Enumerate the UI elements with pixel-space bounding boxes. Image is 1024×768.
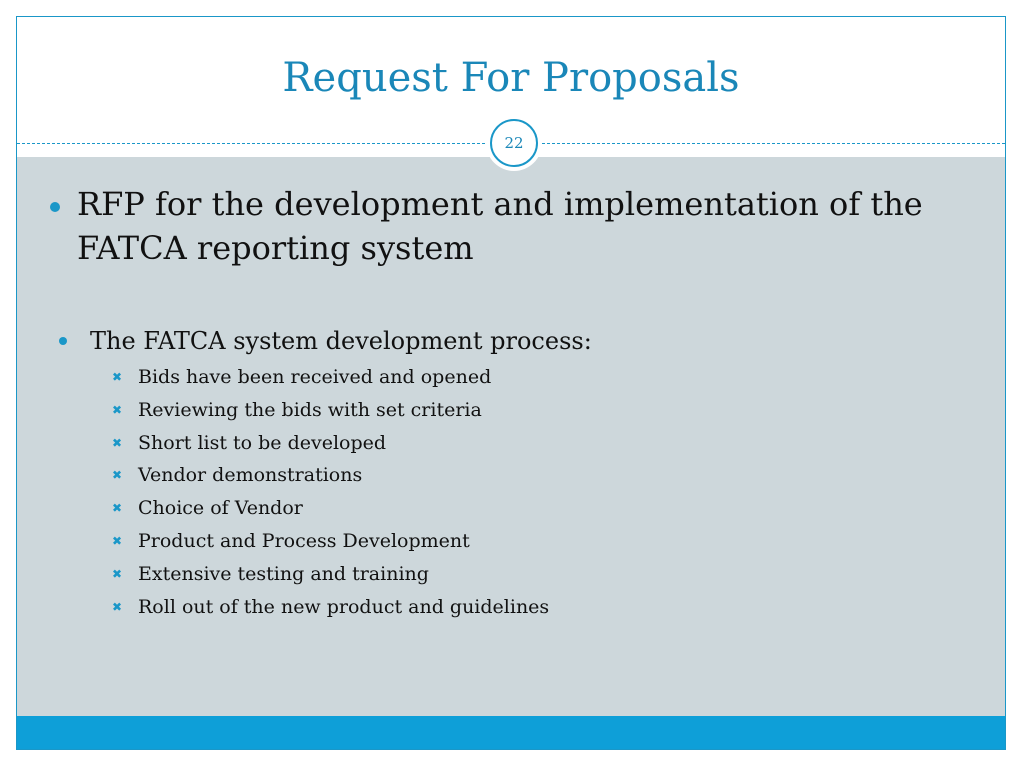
- list-item-text: Roll out of the new product and guidelines: [138, 595, 550, 618]
- list-item: [112, 558, 972, 591]
- cross-bullet-icon: ✖: [112, 435, 123, 450]
- content-area: [17, 157, 1005, 716]
- process-steps-list: [112, 361, 972, 623]
- list-item: [112, 591, 972, 624]
- list-item: [112, 394, 972, 427]
- list-item-text: Vendor demonstrations: [138, 464, 363, 487]
- list-item: [112, 361, 972, 394]
- list-item-text: Bids have been received and opened: [138, 366, 492, 388]
- list-item-text: Reviewing the bids with set criteria: [138, 398, 482, 421]
- main-bullet-item: [50, 182, 970, 270]
- list-item: [112, 459, 972, 492]
- bullet-dot-icon: [50, 202, 60, 212]
- cross-bullet-icon: ✖: [112, 501, 123, 516]
- bullet-dot-icon: [59, 337, 67, 345]
- sub-heading-item: [59, 325, 959, 357]
- slide: [16, 16, 1006, 750]
- cross-bullet-icon: ✖: [112, 468, 123, 483]
- list-item-text: Short list to be developed: [138, 431, 387, 454]
- list-item-text: Product and Process Development: [138, 529, 470, 552]
- cross-bullet-icon: ✖: [112, 402, 123, 417]
- main-bullet-text: RFP for the development and implementation of the FATCA reporting system: [77, 185, 923, 267]
- list-item-text: Extensive testing and training: [138, 562, 429, 585]
- cross-bullet-icon: ✖: [112, 599, 123, 614]
- page-number-badge: [486, 115, 542, 171]
- cross-bullet-icon: ✖: [112, 566, 123, 581]
- list-item: [112, 427, 972, 460]
- page-number: 22: [504, 134, 524, 152]
- sub-heading-text: The FATCA system development process:: [90, 327, 592, 355]
- page-number-ring: [490, 119, 538, 167]
- slide-title: Request For Proposals: [282, 55, 740, 101]
- footer-band: [17, 716, 1005, 750]
- list-item-text: Choice of Vendor: [138, 497, 303, 520]
- list-item: [112, 525, 972, 558]
- cross-bullet-icon: ✖: [112, 533, 123, 548]
- cross-bullet-icon: ✖: [112, 370, 123, 384]
- list-item: [112, 492, 972, 525]
